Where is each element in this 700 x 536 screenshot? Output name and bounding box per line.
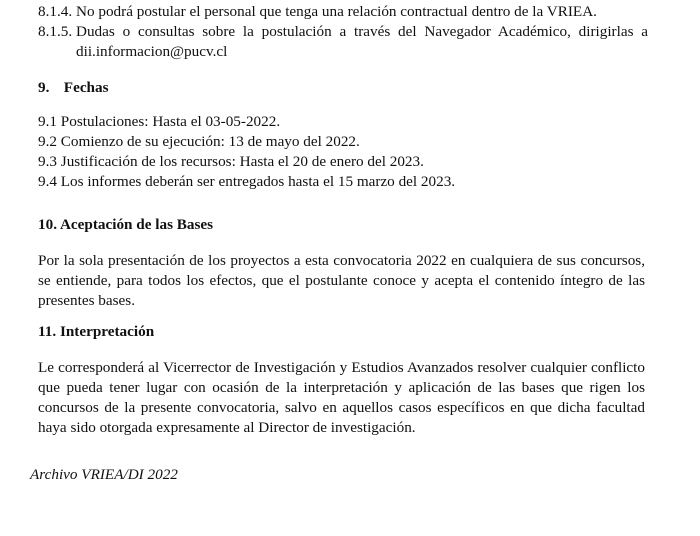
archive-reference: Archivo VRIEA/DI 2022 xyxy=(30,466,178,483)
item-text: No podrá postular el personal que tenga una relación contractual dentro de la VRIEA. xyxy=(76,3,597,20)
section-11-heading: 11. Interpretación xyxy=(38,323,155,340)
date-item: 9.3 Justificación de los recursos: Hasta el 20 de enero del 2023. xyxy=(38,153,424,170)
dates-list xyxy=(38,112,648,192)
section-11-paragraph: Le corresponderá al Vicerrector de Investigación y Estudios Avanzados resolver cualquier conflicto que pueda tener lugar con ocasión de la interpretación y aplicación de las bases que rigen los concursos de la presente convocatoria, salvo en aquellos casos específicos en que dicha facultad haya sido otorgada expresamente al Director de investigación. xyxy=(38,359,645,436)
item-number: 8.1.5. xyxy=(38,23,73,40)
section-10-paragraph: Por la sola presentación de los proyectos a esta convocatoria 2022 en cualquiera de sus concursos, se entiende, para todos los efectos, que el postulante conoce y acepta el contenido íntegro de las presentes bases. xyxy=(38,252,645,309)
item-text: Dudas o consultas sobre la postulación a través del Navegador Académico, dirigirlas a dii.informacion@pucv.cl xyxy=(76,23,648,60)
section-9-heading xyxy=(38,78,109,98)
item-number: 8.1.4. xyxy=(38,3,73,20)
item-8-1-5 xyxy=(38,22,648,62)
item-8-1-4 xyxy=(38,2,648,22)
section-10-heading: 10. Aceptación de las Bases xyxy=(38,216,214,233)
date-item: 9.1 Postulaciones: Hasta el 03-05-2022. xyxy=(38,113,281,130)
date-item: 9.4 Los informes deberán ser entregados hasta el 15 marzo del 2023. xyxy=(38,173,456,190)
date-item: 9.2 Comienzo de su ejecución: 13 de mayo del 2022. xyxy=(38,133,360,150)
section-9-number: 9. xyxy=(38,79,50,96)
section-9-title: Fechas xyxy=(63,79,109,96)
